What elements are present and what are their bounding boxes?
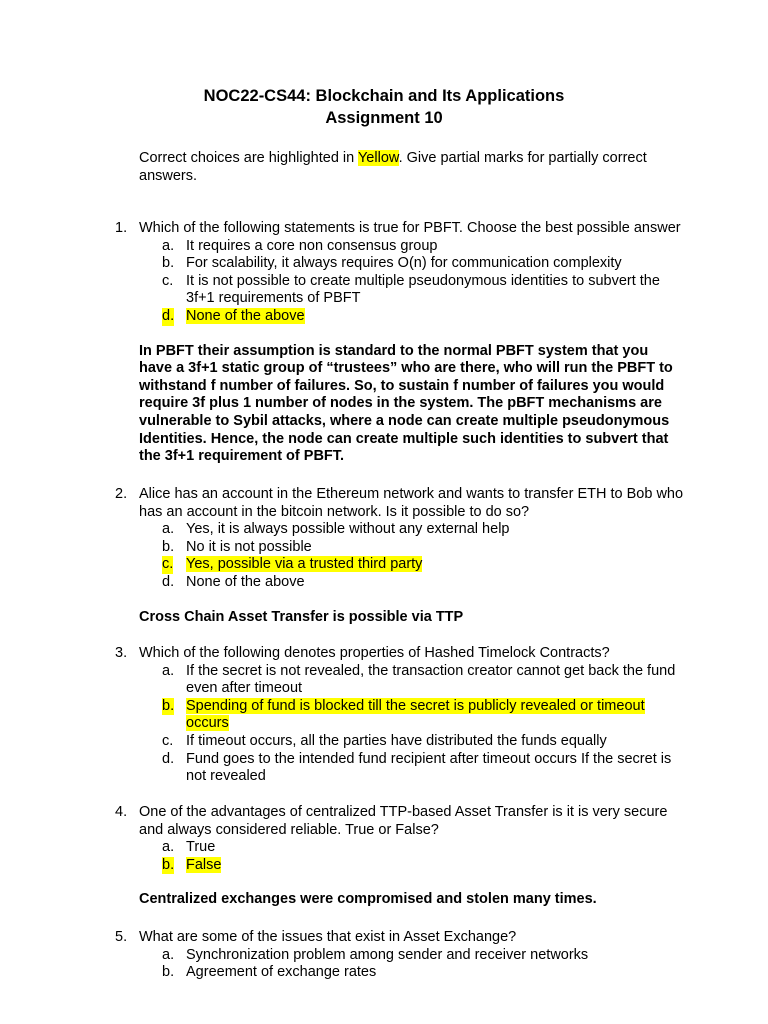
correct-option-text [186,715,229,733]
option-letter: b. [162,964,175,981]
option-text-line: If timeout occurs, all the parties have distributed the funds equally [186,733,607,749]
option-text-line: For scalability, it always requires O(n) for communication complexity [186,255,622,272]
option-letter: a. [162,946,175,963]
correct-option-text [186,698,645,716]
explanation-line: Cross Chain Asset Transfer is possible via TTP [139,608,464,625]
intro-text-rest: . Give partial marks for partially correct [398,150,647,166]
explanation-line: require 3f plus 1 number of nodes in the system. The pBFT mechanisms are [139,395,662,412]
question-text: Which of the following denotes properties of Hashed Timelock Contracts? [139,645,610,661]
option-text [186,255,622,273]
option-text [186,539,312,557]
option-letter: a. [162,662,175,679]
question-text: Which of the following statements is true for PBFT. Choose the best possible answer [139,220,681,236]
option-letter: b. [162,856,175,873]
option-text-line: Yes, possible via a trusted third party [186,556,423,573]
intro-text-line2: answers. [139,168,198,184]
option-text [186,521,509,539]
explanation-line: the 3f+1 requirement of PBFT. [139,448,345,465]
option-text-line: False [186,856,222,873]
explanation-line: have a 3f+1 static group of “trustees” who are there, who will run the PBFT to [139,360,673,377]
correct-option-text [186,308,305,326]
question-text: and always considered reliable. True or False? [139,821,439,838]
explanation-line: vulnerable to Sybil attacks, where a node can create multiple pseudonymous [139,412,670,429]
option-letter: a. [162,521,175,538]
correct-option-text [186,857,221,875]
option-text-line: Yes, it is always possible without any external help [186,521,510,538]
option-text [186,290,360,308]
question-number: 5. [115,929,128,945]
intro-text: Correct choices are highlighted in [139,150,358,166]
option-text [186,680,302,698]
option-letter: a. [162,839,175,856]
option-text-line: even after timeout [186,680,303,697]
answer-explanation [139,609,679,627]
intro-paragraph [139,149,659,185]
option-text-line: Synchronization problem among sender and receiver networks [186,946,589,963]
explanation-line: withstand f number of failures. So, to sustain f number of failures you would [139,377,665,394]
option-text [186,768,266,786]
option-text-line: It is not possible to create multiple pseudonymous identities to subvert the [186,272,660,289]
document-title: NOC22-CS44: Blockchain and Its Applications [203,87,565,105]
option-text [186,751,671,769]
question-number: 3. [115,645,128,661]
question-text: has an account in the bitcoin network. Is it possible to do so? [139,503,530,520]
option-text-line: If the secret is not revealed, the transaction creator cannot get back the fund [186,662,676,679]
option-text-line: True [186,839,216,856]
option-letter: a. [162,237,175,254]
option-letter: b. [162,255,175,272]
option-text-line: Agreement of exchange rates [186,964,377,981]
question-text: What are some of the issues that exist in Asset Exchange? [139,929,517,945]
answer-explanation [139,343,679,466]
option-text-line: None of the above [186,574,305,590]
option-text-line: None of the above [186,308,305,324]
option-letter: d. [162,750,175,767]
answer-explanation [139,891,679,909]
option-text [186,273,660,291]
option-text [186,964,376,982]
question-text: One of the advantages of centralized TTP-based Asset Transfer is it is very secure [139,804,668,820]
document-subtitle: Assignment 10 [325,109,443,127]
question-number: 2. [115,486,128,502]
option-text-line: It requires a core non consensus group [186,237,438,254]
option-text [186,574,305,592]
explanation-line: Identities. Hence, the node can create multiple such identities to subvert that [139,430,669,447]
explanation-line: Centralized exchanges were compromised and stolen many times. [139,891,597,908]
option-letter: d. [162,574,175,590]
option-text-line: No it is not possible [186,538,312,555]
option-letter: b. [162,538,175,555]
option-text-line: 3f+1 requirements of PBFT [186,290,361,307]
question-number: 1. [115,220,128,236]
option-text [186,238,437,256]
option-text [186,839,215,857]
option-text-line: occurs [186,715,229,732]
explanation-line: In PBFT their assumption is standard to the normal PBFT system that you [139,342,649,359]
option-letter: b. [162,697,175,714]
option-text [186,733,607,751]
option-text-line: Fund goes to the intended fund recipient after timeout occurs If the secret is [186,750,672,767]
option-letter: d. [162,308,175,324]
option-text [186,663,675,681]
option-text [186,947,588,965]
question-number: 4. [115,804,128,820]
option-text-line: Spending of fund is blocked till the secret is publicly revealed or timeout [186,697,645,714]
option-letter: c. [162,272,174,289]
option-letter: c. [162,733,174,749]
option-letter: c. [162,556,174,573]
intro-highlight-word: Yellow [357,150,399,166]
correct-option-text [186,556,422,574]
question-text: Alice has an account in the Ethereum network and wants to transfer ETH to Bob who [139,486,684,502]
option-text-line: not revealed [186,768,266,785]
